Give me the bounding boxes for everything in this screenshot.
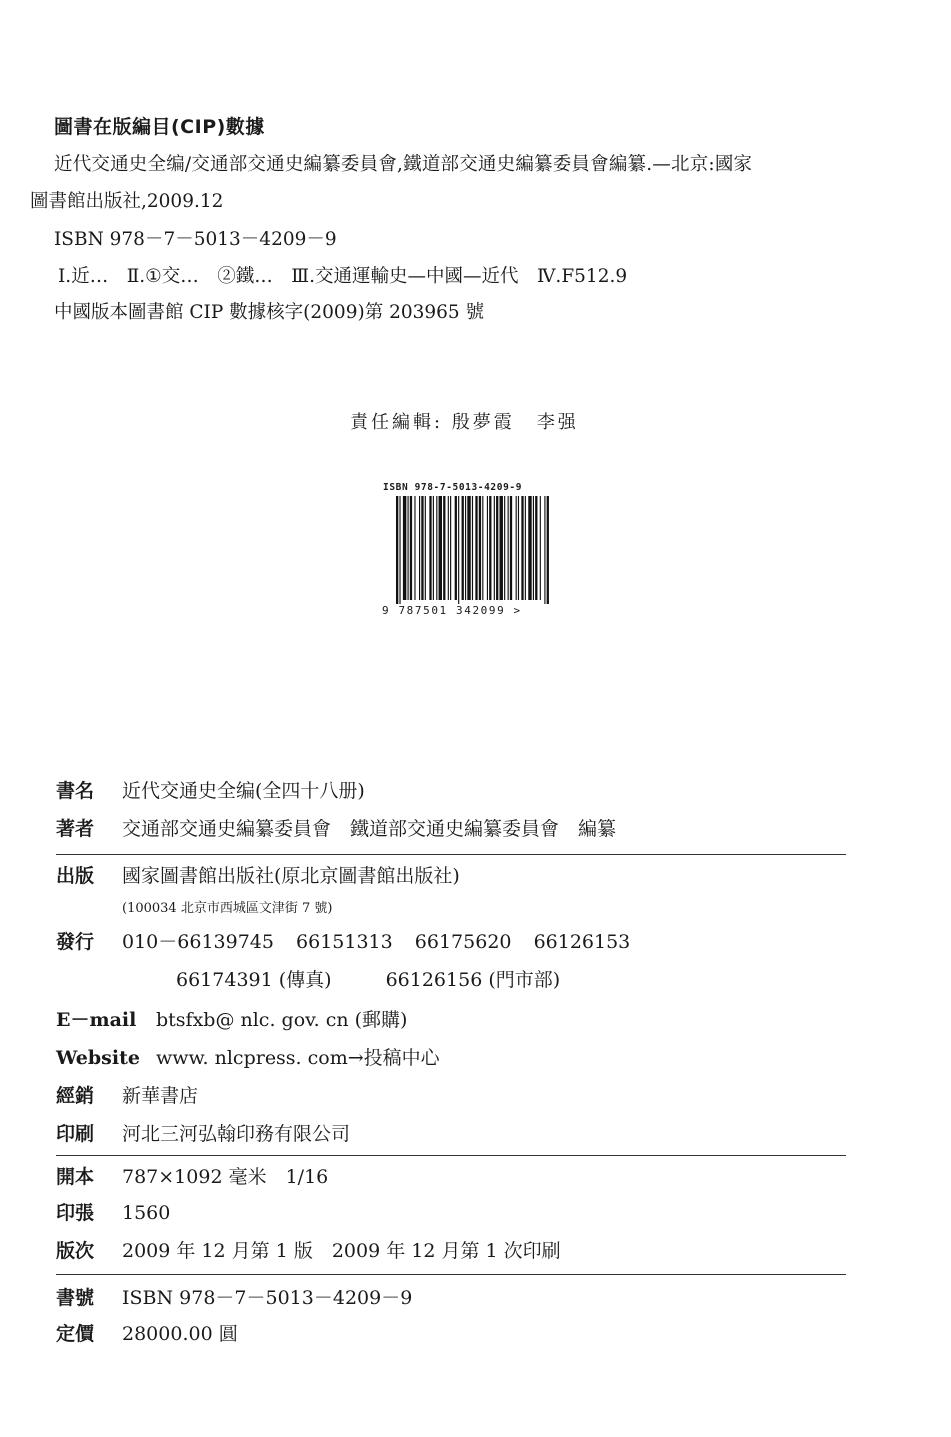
cip-heading: 圖書在版編目(CIP)數據 [54, 116, 265, 138]
colophon-row-distribution-2 [56, 965, 846, 1001]
edition-value: 2009 年 12 月第 1 版 2009 年 12 月第 1 次印刷 [122, 1240, 561, 1262]
cip-entry-line2: 圖書館出版社,2009.12 [30, 191, 224, 212]
colophon-row-book-number [56, 1275, 846, 1319]
edition-label: 版次 [56, 1240, 95, 1262]
publisher-value: 國家圖書館出版社(原北京圖書館出版社) [122, 865, 460, 887]
colophon-row-format [56, 1156, 846, 1198]
barcode-bars [380, 496, 555, 604]
colophon-row-publisher [56, 855, 846, 897]
colophon-row-email [56, 1001, 846, 1043]
colophon-row-edition [56, 1236, 846, 1272]
barcode-top-text: ISBN 978-7-5013-4209-9 [383, 482, 523, 493]
format-value: 787×1092 毫米 1/16 [122, 1166, 329, 1188]
responsible-editors [350, 408, 579, 434]
book-number-value: ISBN 978－7－5013－4209－9 [122, 1287, 413, 1309]
colophon-row-price [56, 1319, 846, 1357]
sheets-label: 印張 [56, 1202, 95, 1224]
editor-name-2: 李强 [536, 412, 579, 433]
distribution-label: 發行 [56, 931, 95, 953]
colophon-row-dealer [56, 1081, 846, 1119]
author-label: 著者 [56, 818, 95, 840]
dealer-value: 新華書店 [122, 1085, 199, 1107]
sheets-value: 1560 [122, 1202, 171, 1224]
barcode-digits: 9 787501 342099 > [382, 604, 522, 617]
book-number-label: 書號 [56, 1287, 95, 1309]
phone-2: 66151313 [296, 931, 393, 953]
title-label: 書名 [56, 780, 95, 802]
email-label: E－mail [56, 1009, 137, 1031]
editor-label: 責任編輯: [350, 412, 444, 433]
phone-4: 66126153 [533, 931, 631, 953]
publisher-address: (100034 北京市西城區文津街 7 號) [122, 901, 333, 916]
colophon-row-title [56, 776, 846, 814]
store-number: 66126156 (門市部) [385, 969, 561, 991]
colophon-row-author [56, 814, 846, 852]
website-label: Website [56, 1047, 140, 1069]
colophon [56, 776, 846, 1357]
colophon-row-sheets [56, 1198, 846, 1236]
author-value: 交通部交通史編纂委員會 鐵道部交通史編纂委員會 編纂 [122, 818, 617, 840]
isbn-barcode [380, 482, 565, 622]
email-value: btsfxb@ nlc. gov. cn (郵購) [156, 1009, 408, 1031]
colophon-row-distribution [56, 921, 846, 965]
editor-name-1: 殷夢霞 [451, 412, 515, 433]
colophon-row-website [56, 1043, 846, 1081]
phone-3: 66175620 [414, 931, 512, 953]
printer-value: 河北三河弘翰印務有限公司 [122, 1123, 351, 1145]
dealer-label: 經銷 [56, 1085, 95, 1107]
website-value: www. nlcpress. com→投稿中心 [156, 1047, 440, 1069]
title-value: 近代交通史全编(全四十八册) [122, 780, 365, 802]
printer-label: 印刷 [56, 1123, 95, 1145]
fax-number: 66174391 (傳真) [176, 969, 332, 991]
cip-isbn: ISBN 978－7－5013－4209－9 [54, 229, 337, 250]
phone-1: 010－66139745 [122, 931, 274, 953]
price-value: 28000.00 圓 [122, 1323, 238, 1345]
cip-classification: Ⅰ.近… Ⅱ.①交… ②鐵… Ⅲ.交通運輸史—中國—近代 Ⅳ.F512.9 [58, 266, 628, 287]
colophon-row-printer [56, 1119, 846, 1153]
format-label: 開本 [56, 1166, 95, 1188]
cip-entry-line1: 近代交通史全编/交通部交通史編纂委員會,鐵道部交通史編纂委員會編纂.—北京:國家 [54, 154, 753, 175]
publisher-label: 出版 [56, 865, 95, 887]
cip-verification-number: 中國版本圖書館 CIP 數據核字(2009)第 203965 號 [54, 302, 485, 323]
price-label: 定價 [56, 1323, 95, 1345]
